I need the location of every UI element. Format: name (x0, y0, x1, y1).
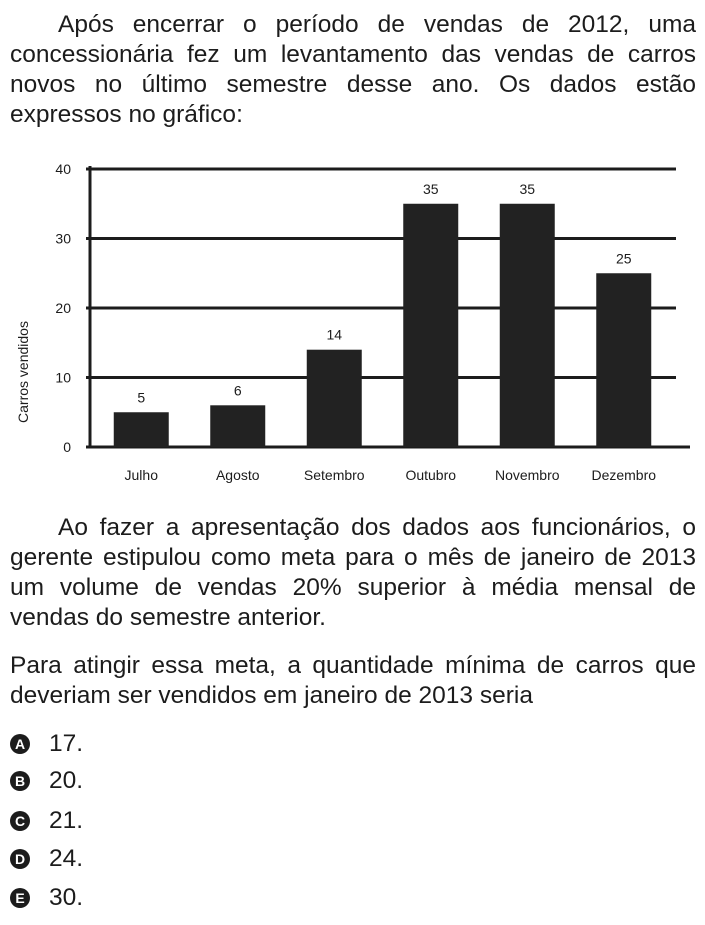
y-tick-label: 0 (63, 439, 71, 455)
bar-data-label: 5 (137, 389, 146, 406)
y-tick-label: 10 (55, 369, 71, 386)
question-intro: Após encerrar o período de vendas de 2012, uma concessionária fez um levantamento das vendas de carros novos no último semestre desse ano. Os dados estão expressos no gráfico: (10, 11, 696, 128)
bar (114, 412, 169, 447)
bar-data-label: 14 (326, 326, 343, 343)
option-c[interactable] (10, 805, 83, 837)
x-tick-label: Julho (124, 467, 158, 483)
bar-data-label: 35 (422, 180, 439, 197)
x-tick-label: Dezembro (591, 467, 657, 483)
bar-chart (0, 150, 705, 495)
question-context: Ao fazer a apresentação dos dados aos funcionários, o gerente estipulou como meta para o mês de janeiro de 2013 um volume de vendas 20% superior à média mensal de vendas do semestre anterior. (10, 514, 696, 631)
y-tick-label: 20 (55, 300, 71, 316)
bar-data-label: 6 (233, 382, 242, 399)
option-letter-c-badge: C (10, 811, 30, 831)
x-tick-label: Setembro (303, 467, 365, 483)
y-tick-label: 40 (55, 161, 71, 177)
option-letter-d-badge: D (10, 849, 30, 869)
x-tick-label: Outubro (405, 467, 457, 483)
bar (307, 350, 362, 447)
option-e-text: 30. (49, 884, 84, 911)
bar (403, 204, 458, 447)
option-a[interactable] (10, 728, 83, 760)
option-b-text: 20. (49, 767, 84, 794)
option-a-text: 17. (49, 730, 84, 757)
option-b[interactable] (10, 765, 83, 797)
bar-data-label: 25 (615, 250, 632, 267)
option-e[interactable] (10, 882, 83, 914)
bar (596, 273, 651, 447)
y-axis-title: Carros vendidos (15, 321, 31, 423)
x-tick-label: Novembro (494, 467, 560, 483)
option-d-text: 24. (49, 845, 84, 872)
option-c-text: 21. (49, 807, 84, 834)
question-prompt: Para atingir essa meta, a quantidade mínima de carros que deveriam ser vendidos em janeiro de 2013 seria (10, 652, 696, 709)
option-letter-b-badge: B (10, 771, 30, 791)
option-letter-a-badge: A (10, 734, 30, 754)
bar (500, 204, 555, 447)
bar (210, 405, 265, 447)
bar-data-label: 35 (519, 180, 536, 197)
x-tick-label: Agosto (215, 467, 260, 483)
option-d[interactable] (10, 843, 83, 875)
option-letter-e-badge: E (10, 888, 30, 908)
y-tick-label: 30 (55, 230, 71, 247)
